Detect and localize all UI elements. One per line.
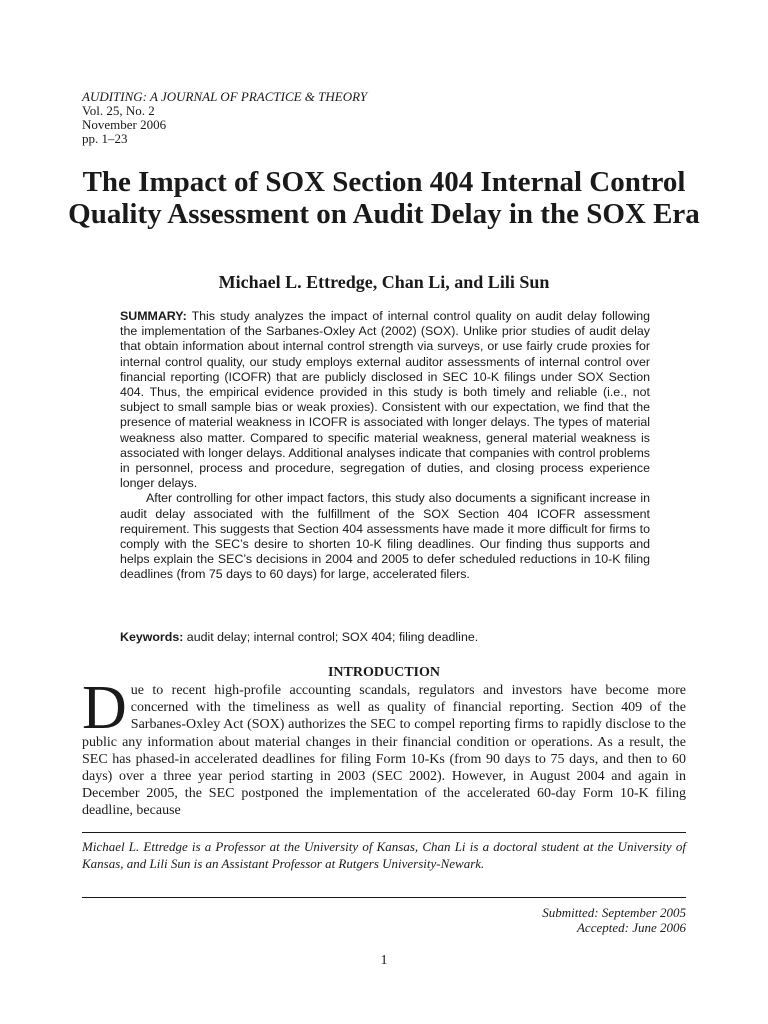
- submission-dates: [542, 905, 686, 935]
- footnote-divider: [82, 832, 686, 833]
- journal-name: AUDITING: A JOURNAL OF PRACTICE & THEORY: [82, 89, 368, 104]
- journal-pages: pp. 1–23: [82, 131, 128, 146]
- page-number: 1: [380, 953, 388, 968]
- paper-authors: Michael L. Ettredge, Chan Li, and Lili Sun: [218, 272, 550, 292]
- keywords: [120, 630, 650, 644]
- journal-volume: Vol. 25, No. 2: [82, 103, 155, 118]
- journal-date: November 2006: [82, 117, 167, 132]
- author-footnote: Michael L. Ettredge is a Professor at the University of Kansas, Chan Li is a doctoral student at the University of Kansas, and Lili Sun is an Assistant Professor at Rutgers University-Newark.: [82, 839, 686, 872]
- introduction-body: [82, 674, 686, 820]
- summary-paragraph-2: After controlling for other impact factors, this study also documents a significant increase in audit delay associated with the fulfillment of the SOX Section 404 ICOFR assessment requirement. This suggests that Section 404 assessments have made it more difficult for firms to comply with the SEC’s desire to shorten 10-K filing deadlines. Our finding thus supports and helps explain the SEC’s decisions in 2004 and 2005 to defer scheduled reductions in 10-K filing deadlines (from 75 days to 60 days) for large, accelerated filers.: [120, 491, 650, 582]
- footnote-bottom-divider: [82, 897, 686, 898]
- abstract: [120, 309, 650, 583]
- keywords-label: Keywords:: [120, 630, 184, 644]
- summary-paragraph-1: This study analyzes the impact of internal control quality on audit delay following the implementation of the Sarbanes-Oxley Act (2002) (SOX). Unlike prior studies of audit delay that obtain information about internal control strength via surveys, or use fairly crude proxies for internal control quality, our study employs external auditor assessments of internal control over financial reporting (ICOFR) that are publicly disclosed in SEC 10-K filings under SOX Section 404. Thus, the empirical evidence provided in this study is both timely and reliable (i.e., not subject to small sample bias or weak proxies). Consistent with our expectation, we find that the presence of material weakness in ICOFR is associated with longer delays. The types of material weakness also matter. Compared to specific material weakness, general material weakness is associated with longer delays. Additional analyses indicate that companies with control problems in personnel, process and procedure, segregation of duties, and closing process experience longer delays.: [120, 309, 650, 491]
- journal-header: [82, 90, 367, 146]
- section-heading-introduction: INTRODUCTION: [327, 665, 440, 680]
- keywords-text: audit delay; internal control; SOX 404; filing deadline.: [183, 630, 479, 644]
- submitted-date: Submitted: September 2005: [542, 905, 686, 920]
- accepted-date: Accepted: June 2006: [576, 920, 686, 935]
- paper-title: The Impact of SOX Section 404 Internal Control Quality Assessment on Audit Delay in the SOX Era: [68, 166, 700, 230]
- summary-label: SUMMARY:: [120, 309, 187, 323]
- drop-cap: D: [82, 674, 127, 742]
- introduction-text: ue to recent high-profile accounting scandals, regulators and investors have become more concerned with the timeliness as well as quality of financial reporting. Section 409 of the Sarbanes-Oxley Act (SOX) authorizes the SEC to compel reporting firms to rapidly disclose to the public any information about material changes in their financial condition or operations. As a result, the SEC has phased-in accelerated deadlines for filing Form 10-Ks (from 90 days to 75 days, and then to 60 days) over a three year period starting in 2003 (SEC 2002). However, in August 2004 and again in December 2005, the SEC postponed the implementation of the accelerated 60-day Form 10-K filing deadline, because: [82, 683, 686, 819]
